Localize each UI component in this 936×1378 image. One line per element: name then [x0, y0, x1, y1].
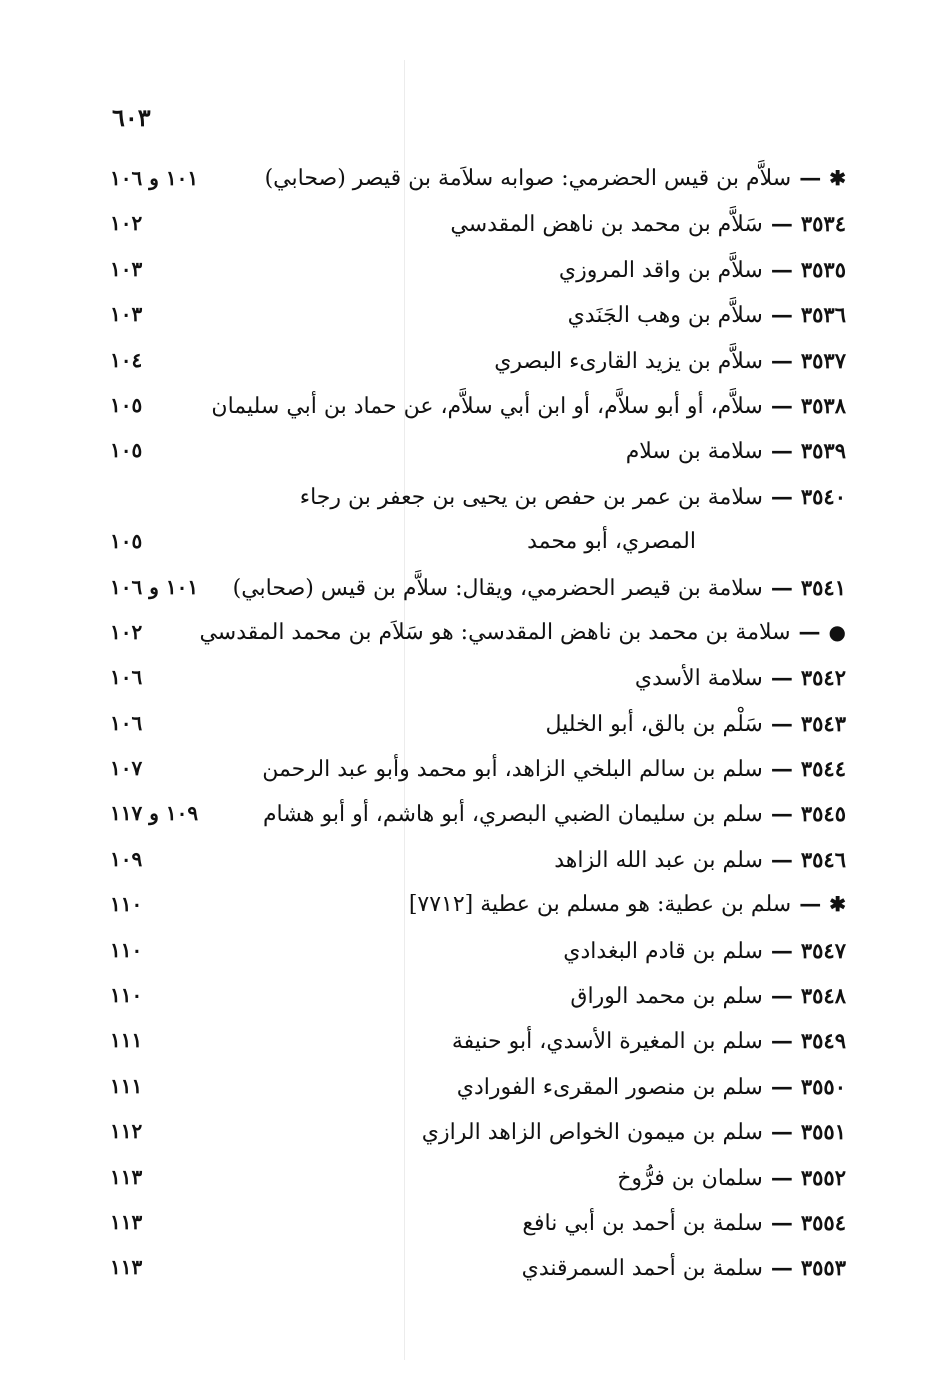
entry-number: ٣٥٤٠: [800, 483, 846, 509]
entry-dash: —: [799, 891, 822, 918]
entry-dash: —: [770, 1209, 793, 1236]
entry-dash: —: [770, 1073, 793, 1100]
entry-dash: —: [770, 438, 793, 465]
index-entry: [110, 791, 846, 836]
entry-page-reference: ١١٣: [110, 1164, 143, 1189]
entry-heading: [545, 701, 846, 746]
entry-name: سلامة بن قيصر الحضرمي، ويقال: سلاَّم بن قيس (صحابي): [232, 575, 763, 601]
entry-heading: [452, 1018, 846, 1063]
index-entry: [110, 1200, 846, 1245]
entry-dash: —: [770, 211, 793, 238]
entry-dash: —: [770, 665, 793, 692]
entry-name: سلم بن منصور المقرىء الفورادي: [456, 1074, 763, 1100]
entry-heading: [617, 1155, 846, 1200]
entry-number: ٣٥٤٣: [800, 710, 846, 736]
entry-heading: [527, 519, 846, 564]
entry-page-reference: ١٠١ و ١٠٦: [110, 574, 199, 599]
index-entry: [110, 519, 846, 564]
entry-heading: [494, 338, 846, 383]
entry-page-reference: ١٠٤: [110, 347, 143, 372]
entry-dash: —: [770, 1028, 793, 1055]
entry-dash: —: [770, 483, 793, 510]
entry-dash: —: [770, 392, 793, 419]
index-entry: [110, 1064, 846, 1109]
entry-heading: [409, 882, 846, 927]
entry-heading: [563, 928, 846, 973]
index-entry: [110, 973, 846, 1018]
index-entry: [110, 383, 846, 428]
asterisk-icon: ✱: [829, 892, 846, 917]
entry-number: ٣٥٣٤: [800, 211, 846, 237]
index-entry: [110, 610, 846, 655]
index-entry: [110, 1109, 846, 1154]
entry-heading: [522, 1245, 846, 1290]
entry-number: ٣٥٥١: [800, 1119, 846, 1145]
entry-text-continuation: المصري، أبو محمد: [527, 529, 696, 555]
index-entry: [110, 928, 846, 973]
entry-number: ٣٥٥٣: [800, 1255, 846, 1281]
index-entry: [110, 837, 846, 882]
index-entry: [110, 1155, 846, 1200]
entry-number: ٣٥٥٢: [800, 1164, 846, 1190]
entry-heading: [570, 973, 846, 1018]
entry-name: سلاَّم بن يزيد القارىء البصري: [494, 348, 763, 374]
entry-number: ٣٥٣٩: [800, 438, 846, 464]
entry-dash: —: [799, 165, 822, 191]
entry-name: سلم بن محمد الوراق: [570, 984, 763, 1010]
entry-dash: —: [770, 1164, 793, 1191]
entry-heading: [263, 791, 846, 836]
entry-number: ٣٥٥٤: [800, 1209, 846, 1235]
entry-heading: [450, 201, 846, 246]
entry-dash: —: [770, 983, 793, 1010]
entry-page-reference: ١٠٥: [110, 438, 143, 463]
entry-page-reference: ١١٠: [110, 937, 143, 962]
entry-number: ٣٥٤٢: [800, 665, 846, 691]
entry-dash: —: [770, 1255, 793, 1282]
index-entry: [110, 156, 846, 201]
entry-page-reference: ١٠١ و ١٠٦: [110, 166, 199, 190]
entry-name: سلمة بن أحمد بن أبي نافع: [522, 1210, 763, 1236]
entry-page-reference: ١٠٩ و ١١٧: [110, 801, 199, 826]
entry-name: سلاَّم بن واقد المروزي: [558, 257, 763, 283]
entry-number: ٣٥٥٠: [800, 1073, 846, 1099]
entry-page-reference: ١١٣: [110, 1255, 143, 1280]
entry-name: سلم بن سالم البلخي الزاهد، أبو محمد وأبو عبد الرحمن: [262, 757, 763, 783]
entry-heading: [635, 655, 846, 700]
entry-dash: —: [770, 756, 793, 783]
entry-dash: —: [770, 1119, 793, 1146]
index-entry: [110, 1245, 846, 1290]
entry-name: سلم بن عبد الله الزاهد: [554, 847, 763, 873]
index-entry: [110, 701, 846, 746]
entry-number: ٣٥٣٨: [800, 392, 846, 418]
entry-heading: [457, 1064, 846, 1109]
entry-page-reference: ١٠٣: [110, 256, 143, 281]
entry-name: سلاَّم بن قيس الحضرمي: صوابه سلاَمة بن قيصر (صحابي): [264, 166, 792, 191]
entry-heading: [262, 746, 846, 791]
index-entry: [110, 655, 846, 700]
entry-page-reference: ١٠٦: [110, 710, 143, 735]
entry-name: سلاَّم بن وهب الجَنَدي: [567, 303, 763, 329]
asterisk-icon: ✱: [829, 166, 846, 190]
entry-heading: [559, 247, 846, 292]
entry-page-reference: ١٠٢: [110, 211, 143, 236]
entry-heading: [300, 474, 846, 519]
entry-page-reference: ١٠٢: [110, 619, 143, 644]
entry-name: سَلْم بن بالق، أبو الخليل: [545, 711, 763, 737]
entry-dash: —: [770, 846, 793, 873]
entry-heading: [211, 383, 846, 428]
entry-page-reference: ١٠٥: [110, 392, 143, 417]
entry-page-reference: ١٠٦: [110, 665, 143, 690]
index-entry: [110, 746, 846, 791]
entry-name: سلامة بن محمد بن ناهض المقدسي: هو سَلاَم بن محمد المقدسي: [199, 619, 791, 645]
entry-number: ٣٥٣٦: [800, 302, 846, 328]
entry-heading: [554, 837, 846, 882]
entry-name: سلمان بن فرُّوخ: [617, 1165, 763, 1191]
entry-heading: [568, 292, 846, 337]
entry-page-reference: ١١٢: [110, 1119, 143, 1144]
index-entry: [110, 474, 846, 519]
index-entry: [110, 882, 846, 927]
entry-number: ٣٥٣٧: [800, 347, 846, 373]
entry-number: ٣٥٤٧: [800, 937, 846, 963]
entry-page-reference: ١١١: [110, 1028, 143, 1053]
entry-number: ٣٥٤٥: [800, 801, 846, 827]
entry-dash: —: [770, 937, 793, 964]
entry-name: سلمة بن أحمد السمرقندي: [521, 1256, 763, 1282]
entry-heading: [522, 1200, 846, 1245]
entry-dash: —: [770, 801, 793, 828]
entry-page-reference: ١٠٩: [110, 846, 143, 871]
bullet-dot-icon: ●: [828, 619, 846, 644]
entry-dash: —: [770, 256, 793, 283]
entry-name: سلامة الأسدي: [634, 666, 763, 692]
entry-page-reference: ١٠٧: [110, 756, 143, 781]
index-entries-list: [110, 156, 846, 1291]
entry-number: ٣٥٤٤: [800, 756, 846, 782]
page-number: ٦٠٣: [112, 103, 151, 132]
index-entry: [110, 247, 846, 292]
index-entry: [110, 292, 846, 337]
entry-name: سلم بن المغيرة الأسدي، أبو حنيفة: [451, 1029, 763, 1055]
entry-number: ٣٥٤٨: [800, 983, 846, 1009]
entry-number: ٣٥٤٦: [800, 846, 846, 872]
entry-name: سلم بن قادم البغدادي: [563, 938, 763, 964]
entry-number: ٣٥٤١: [800, 574, 846, 600]
entry-name: سلامة بن سلام: [625, 439, 763, 465]
entry-dash: —: [770, 574, 793, 601]
entry-page-reference: ١١٠: [110, 892, 143, 917]
entry-dash: —: [798, 618, 821, 645]
entry-name: سلاَّم، أو أبو سلاَّم، أو ابن أبي سلاَّم، عن حماد بن أبي سليمان: [211, 393, 763, 419]
index-entry: [110, 428, 846, 473]
entry-page-reference: ١٠٣: [110, 302, 143, 327]
entry-page-reference: ١١٣: [110, 1209, 143, 1234]
entry-heading: [199, 610, 846, 655]
entry-number: ٣٥٣٥: [800, 256, 846, 282]
index-entry: [110, 201, 846, 246]
entry-dash: —: [770, 347, 793, 374]
entry-name: سلامة بن عمر بن حفص بن يحيى بن جعفر بن رجاء: [299, 484, 763, 510]
entry-name: سلم بن سليمان الضبي البصري، أبو هاشم، أو أبو هشام: [262, 802, 763, 828]
entry-dash: —: [770, 710, 793, 737]
entry-heading: [422, 1109, 846, 1154]
index-entry: [110, 338, 846, 383]
entry-page-reference: ١١١: [110, 1073, 143, 1098]
entry-page-reference: ١٠٥: [110, 529, 143, 554]
entry-number: ٣٥٤٩: [800, 1028, 846, 1054]
entry-heading: [233, 565, 846, 610]
entry-heading: [265, 156, 846, 201]
entry-heading: [626, 428, 846, 473]
entry-page-reference: ١١٠: [110, 983, 143, 1008]
index-entry: [110, 1018, 846, 1063]
index-entry: [110, 565, 846, 610]
entry-dash: —: [770, 302, 793, 329]
entry-name: سَلاَّم بن محمد بن ناهض المقدسي: [450, 212, 763, 238]
entry-name: سلم بن ميمون الخواص الزاهد الرازي: [421, 1120, 763, 1146]
entry-name: سلم بن عطية: هو مسلم بن عطية [٧٧١٢]: [408, 892, 792, 918]
